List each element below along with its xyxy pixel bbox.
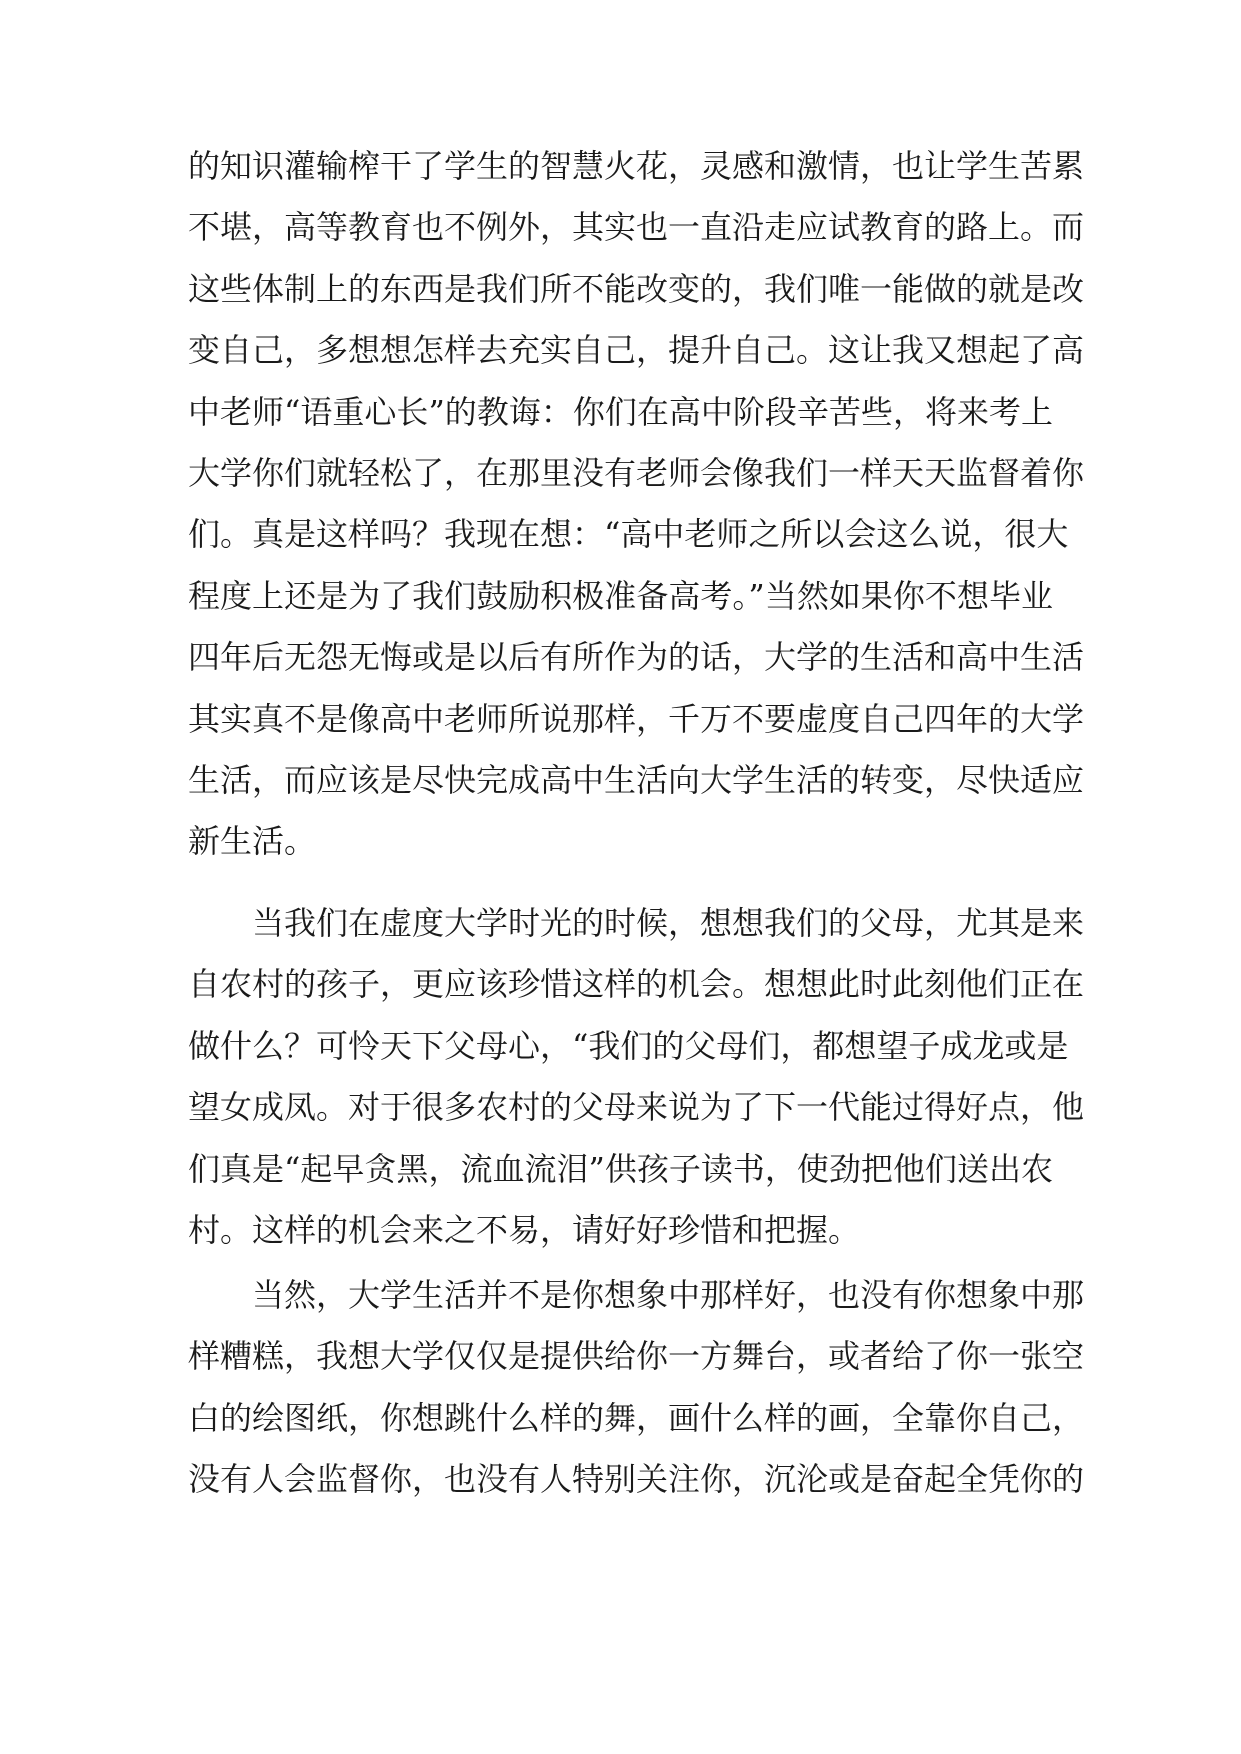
text-line: 当然，大学生活并不是你想象中那样好，也没有你想象中那 (252, 1276, 1085, 1314)
text-line: 的知识灌输榨干了学生的智慧火花，灵感和激情，也让学生苦累 (188, 147, 1085, 185)
text-line: 样糟糕，我想大学仅仅是提供给你一方舞台，或者给了你一张空 (188, 1337, 1085, 1376)
paragraph-2 (188, 893, 1085, 1261)
text-line: 大学你们就轻松了，在那里没有老师会像我们一样天天监督着你 (188, 453, 1085, 492)
text-line: 望女成凤。对于很多农村的父母来说为了下一代能过得好点，他 (188, 1088, 1085, 1127)
text-line: 不堪，高等教育也不例外，其实也一直沿走应试教育的路上。而 (188, 208, 1085, 247)
text-line: 程度上还是为了我们鼓励积极准备高考。”当然如果你不想毕业 (188, 576, 1053, 615)
text-line: 四年后无怨无悔或是以后有所作为的话，大学的生活和高中生活 (188, 638, 1085, 677)
text-line: 中老师“语重心长”的教诲：你们在高中阶段辛苦些，将来考上 (188, 392, 1053, 431)
text-line: 们真是“起早贪黑，流血流泪”供孩子读书，使劲把他们送出农 (188, 1149, 1053, 1188)
text-line: 们。真是这样吗？我现在想：“高中老师之所以会这么说，很大 (188, 515, 1069, 554)
text-line: 白的绘图纸，你想跳什么样的舞，画什么样的画，全靠你自己， (188, 1398, 1085, 1437)
text-line: 这些体制上的东西是我们所不能改变的，我们唯一能做的就是改 (188, 269, 1085, 308)
text-line: 新生活。 (188, 822, 317, 861)
text-line: 变自己，多想想怎样去充实自己，提升自己。这让我又想起了高 (188, 331, 1085, 370)
text-line: 做什么？可怜天下父母心，“我们的父母们，都想望子成龙或是 (188, 1026, 1069, 1065)
paragraph-1 (188, 136, 1085, 873)
text-line: 村。这样的机会来之不易，请好好珍惜和把握。 (188, 1210, 861, 1249)
text-line: 自农村的孩子，更应该珍惜这样的机会。想想此时此刻他们正在 (188, 965, 1085, 1004)
text-line: 其实真不是像高中老师所说那样，千万不要虚度自己四年的大学 (188, 699, 1085, 738)
text-line: 当我们在虚度大学时光的时候，想想我们的父母，尤其是来 (252, 904, 1085, 942)
text-line: 生活，而应该是尽快完成高中生活向大学生活的转变，尽快适应 (188, 760, 1085, 799)
text-line: 没有人会监督你，也没有人特别关注你，沉沦或是奋起全凭你的 (188, 1460, 1085, 1499)
paragraph-3 (188, 1265, 1085, 1511)
